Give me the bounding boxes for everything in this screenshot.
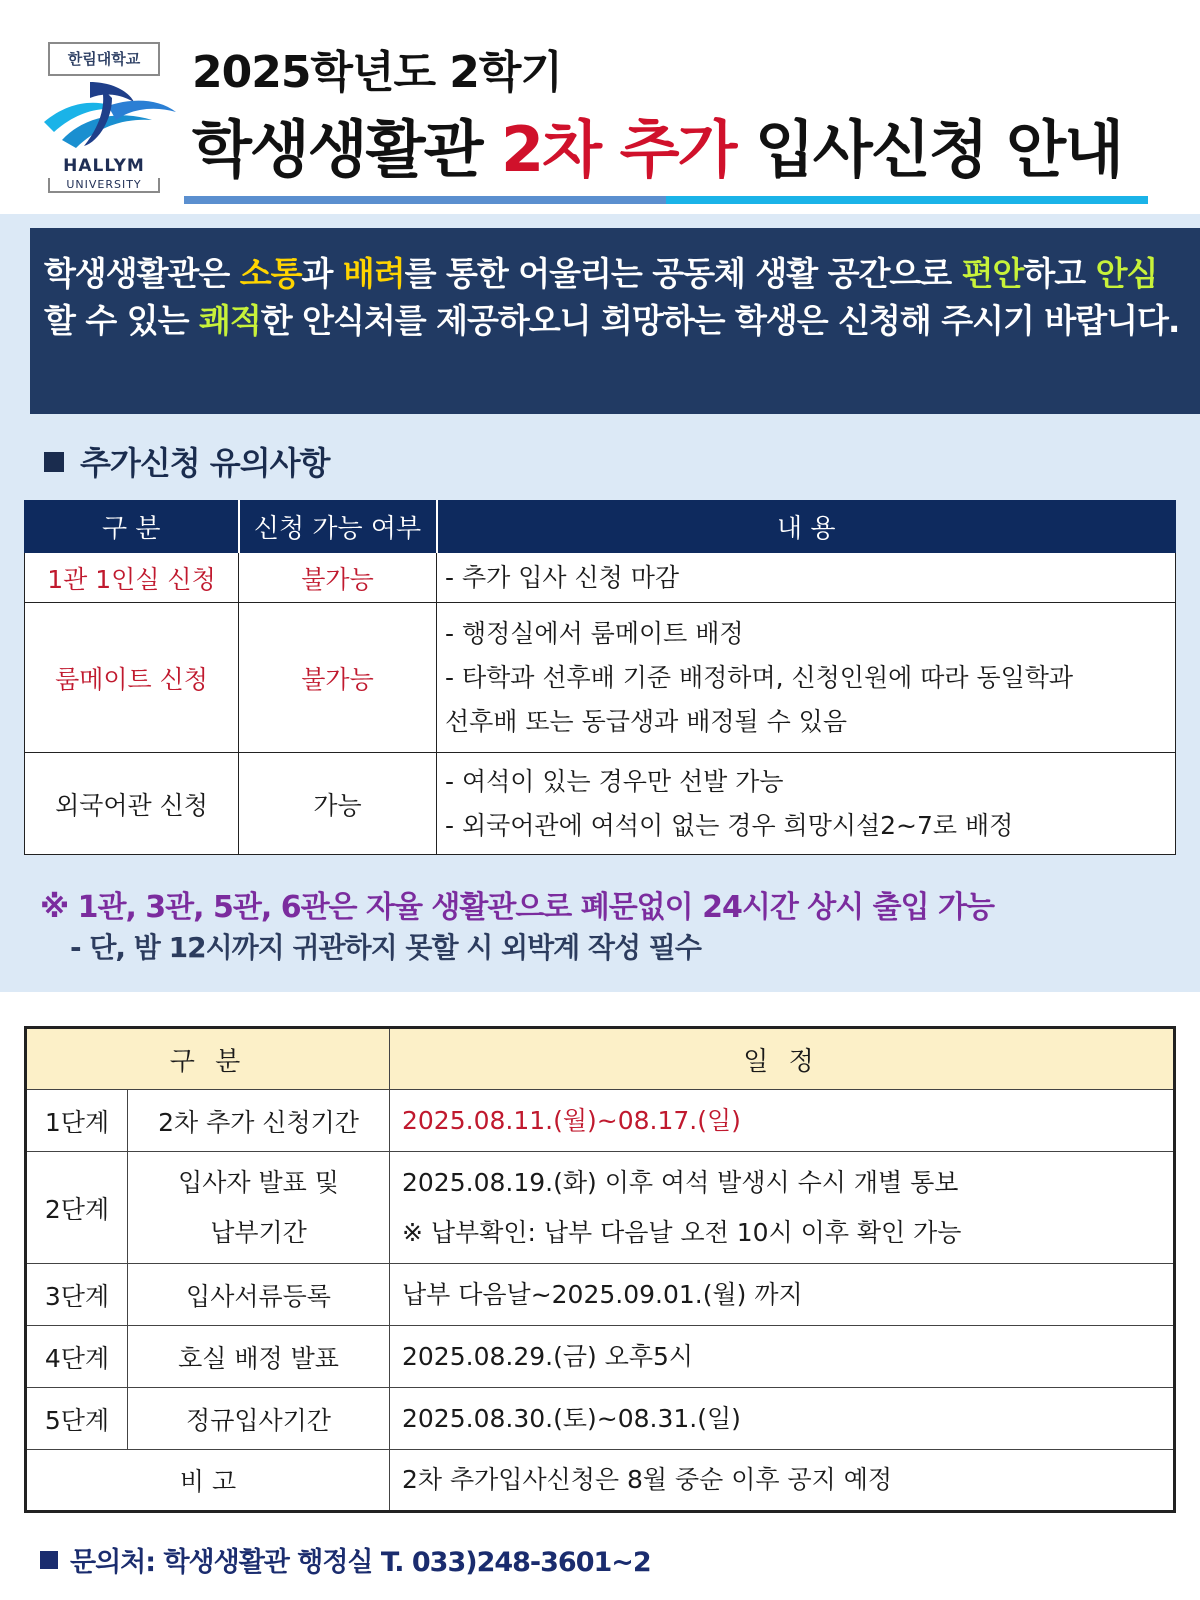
intro-keyword: 배려 (342, 254, 405, 293)
item-cell: 호실 배정 발표 (128, 1326, 390, 1388)
content-cell (437, 553, 1176, 603)
remark-cell: 2차 추가입사신청은 8월 중순 이후 공지 예정 (390, 1450, 1175, 1512)
schedule-cell (390, 1090, 1175, 1152)
schedule-line: 2025.08.29.(금) 오후5시 (402, 1341, 694, 1371)
step-cell: 3단계 (26, 1264, 128, 1326)
table-row (25, 753, 1176, 855)
square-bullet-icon (40, 1551, 58, 1569)
intro-text (44, 250, 1186, 344)
category-cell: 외국어관 신청 (25, 753, 239, 855)
column-header: 내 용 (437, 501, 1176, 553)
header (0, 0, 1200, 214)
notice-table (24, 500, 1176, 855)
intro-text-part: 학생생활관은 (44, 254, 240, 293)
item-cell: 정규입사기간 (128, 1388, 390, 1450)
item-cell: 입사서류등록 (128, 1264, 390, 1326)
table-header-row (26, 1028, 1175, 1090)
table-row (25, 553, 1176, 603)
title-underline-right (666, 196, 1148, 204)
availability-cell: 불가능 (239, 603, 437, 753)
hallym-logo (40, 42, 180, 202)
wave-logo-icon (40, 76, 180, 156)
intro-keyword: 안심 (1095, 254, 1158, 293)
availability-cell: 불가능 (239, 553, 437, 603)
schedule-line: 2025.08.19.(화) 이후 여석 발생시 수시 개별 통보 (402, 1167, 959, 1197)
step-cell: 5단계 (26, 1388, 128, 1450)
notice-heading-text: 추가신청 유의사항 (80, 444, 330, 482)
schedule-cell (390, 1326, 1175, 1388)
table-row (26, 1152, 1175, 1264)
table-row (26, 1264, 1175, 1326)
intro-keyword: 소통 (239, 254, 302, 293)
schedule-cell (390, 1388, 1175, 1450)
logo-english-sub: UNIVERSITY (48, 178, 160, 193)
title-year: 2025학년도 2학기 (192, 47, 562, 98)
intro-text-part: 를 통한 어울리는 공동체 생활 공간으로 (404, 254, 962, 293)
notice-heading (44, 438, 329, 484)
column-header: 구 분 (26, 1028, 390, 1090)
content-line: - 추가 입사 신청 마감 (445, 562, 680, 592)
table-row (25, 603, 1176, 753)
table-row (26, 1090, 1175, 1152)
schedule-cell (390, 1264, 1175, 1326)
contact-info (40, 1540, 651, 1579)
content-line: 선후배 또는 동급생과 배정될 수 있음 (445, 706, 847, 736)
intro-text-part: 할 수 있는 (44, 301, 199, 340)
content-line: - 여석이 있는 경우만 선발 가능 (445, 766, 784, 796)
content-cell (437, 603, 1176, 753)
content-line: - 외국어관에 여석이 없는 경우 희망시설2~7로 배정 (445, 810, 1014, 840)
intro-keyword: 쾌적 (198, 301, 261, 340)
logo-korean-name: 한림대학교 (67, 50, 141, 68)
title-underline-left (184, 196, 666, 204)
logo-english-name: HALLYM (63, 156, 145, 176)
table-header-row (25, 501, 1176, 553)
intro-text-part: 한 안식처를 제공하오니 희망하는 학생은 신청해 주시기 바랍니다. (260, 301, 1180, 340)
item-cell (128, 1152, 390, 1264)
schedule-line: ※ 납부확인: 납부 다음날 오전 10시 이후 확인 가능 (402, 1217, 962, 1247)
category-cell: 1관 1인실 신청 (25, 553, 239, 603)
access-note-sub: - 단, 밤 12시까지 귀관하지 못할 시 외박계 작성 필수 (70, 931, 701, 964)
access-note: ※ 1관, 3관, 5관, 6관은 자율 생활관으로 폐문없이 24시간 상시 출입 가능 (40, 890, 995, 925)
remark-label-cell: 비 고 (26, 1450, 390, 1512)
step-cell: 2단계 (26, 1152, 128, 1264)
item-cell: 2차 추가 신청기간 (128, 1090, 390, 1152)
item-line: 입사자 발표 및 (178, 1167, 339, 1197)
table-row (26, 1326, 1175, 1388)
schedule-line: 납부 다음날~2025.09.01.(월) 까지 (402, 1279, 803, 1309)
availability-cell: 가능 (239, 753, 437, 855)
title-part-1: 학생생활관 (192, 113, 502, 186)
schedule-cell (390, 1152, 1175, 1264)
content-cell (437, 753, 1176, 855)
content-line: - 타학과 선후배 기준 배정하며, 신청인원에 따라 동일학과 (445, 662, 1074, 692)
intro-keyword: 편안 (961, 254, 1024, 293)
schedule-table (24, 1026, 1176, 1513)
table-row (26, 1388, 1175, 1450)
table-row (26, 1450, 1175, 1512)
title-part-2: 입사신청 안내 (735, 113, 1122, 186)
page-title (192, 100, 1122, 189)
schedule-line: 2025.08.11.(월)~08.17.(일) (402, 1105, 741, 1135)
intro-text-part: 과 (301, 254, 343, 293)
category-cell: 룸메이트 신청 (25, 603, 239, 753)
title-highlight: 2차 추가 (501, 113, 736, 186)
item-line: 납부기간 (210, 1217, 307, 1247)
content-line: - 행정실에서 룸메이트 배정 (445, 618, 744, 648)
contact-text: 문의처: 학생생활관 행정실 T. 033)248-3601~2 (70, 1547, 651, 1578)
intro-text-part: 하고 (1023, 254, 1096, 293)
step-cell: 1단계 (26, 1090, 128, 1152)
intro-box (30, 228, 1200, 414)
schedule-line: 2025.08.30.(토)~08.31.(일) (402, 1403, 741, 1433)
step-cell: 4단계 (26, 1326, 128, 1388)
column-header: 구 분 (25, 501, 239, 553)
square-bullet-icon (44, 452, 64, 472)
column-header: 일 정 (390, 1028, 1175, 1090)
column-header: 신청 가능 여부 (239, 501, 437, 553)
notice-section (0, 214, 1200, 992)
